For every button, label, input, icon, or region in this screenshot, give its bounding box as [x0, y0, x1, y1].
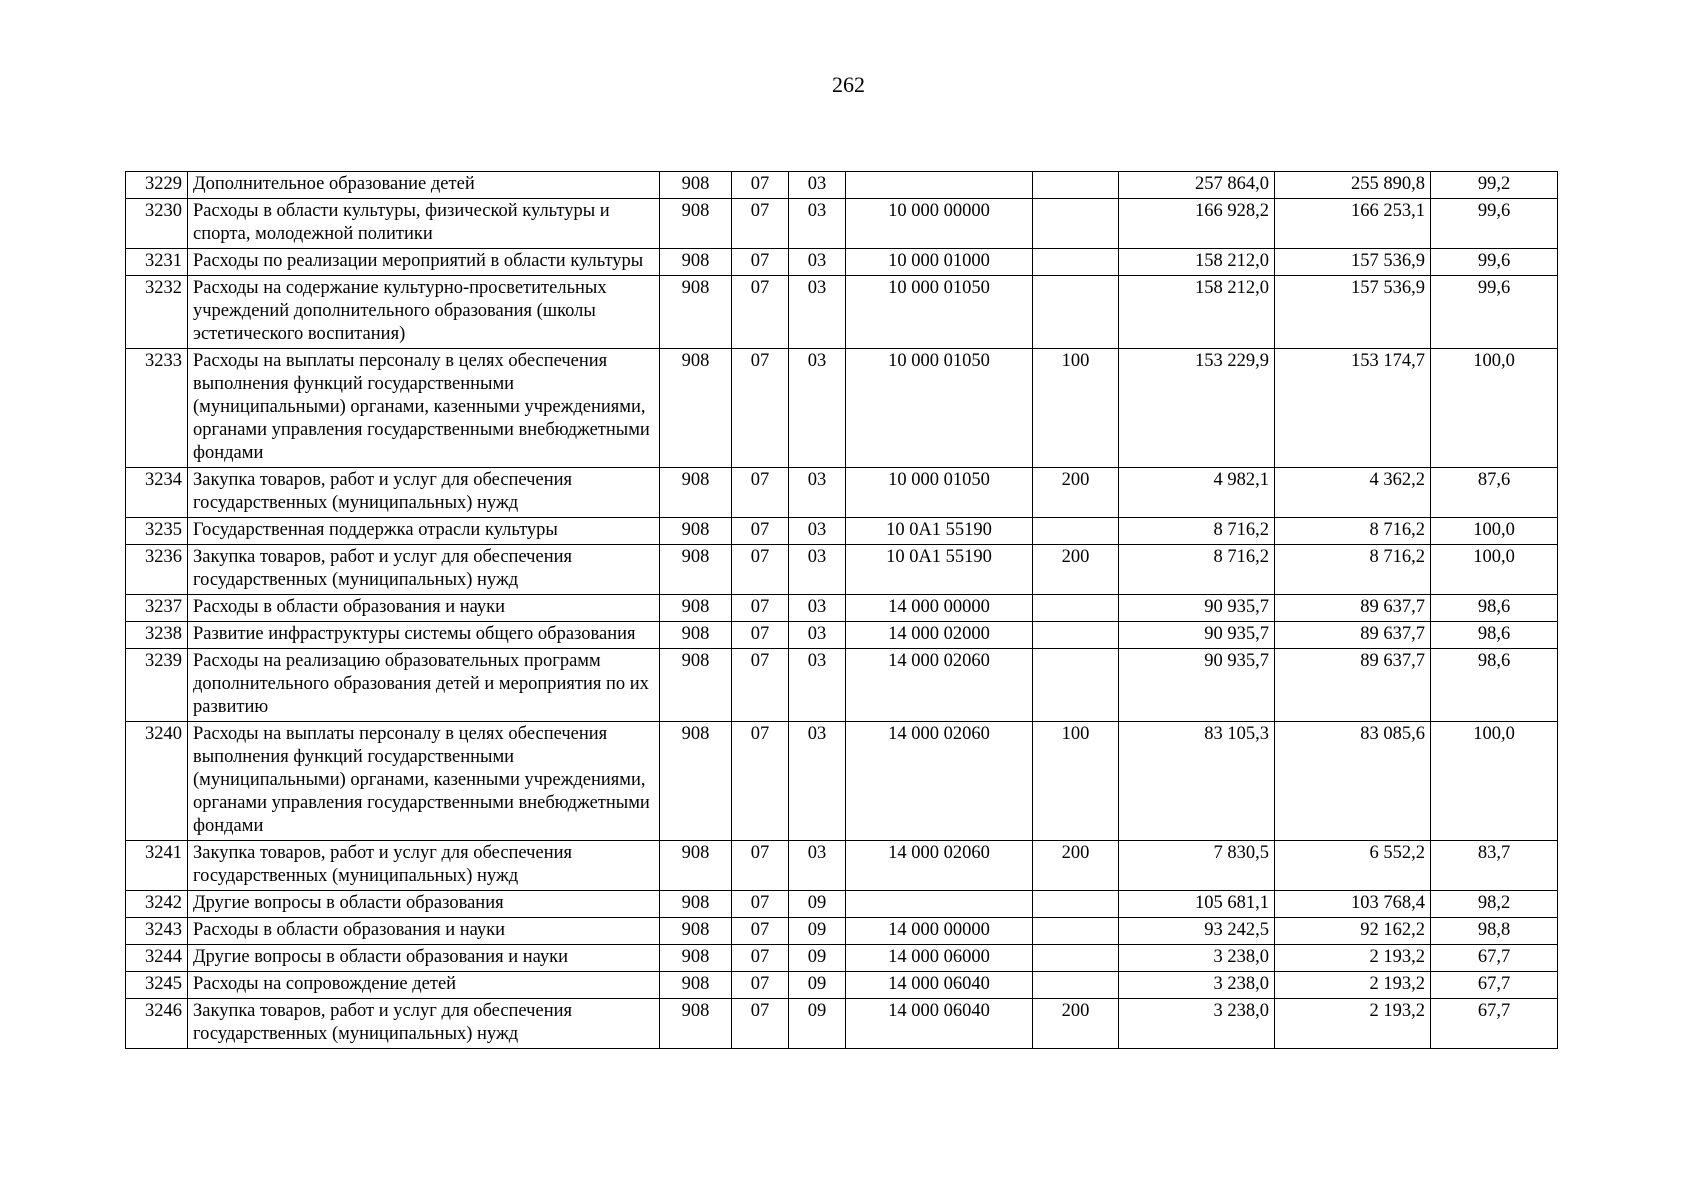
execution-percent: 67,7 — [1431, 999, 1558, 1049]
execution-percent: 87,6 — [1431, 468, 1558, 518]
row-number: 3236 — [126, 545, 188, 595]
expense-type-code — [1033, 172, 1119, 199]
section-code: 07 — [732, 249, 789, 276]
expense-type-code — [1033, 595, 1119, 622]
execution-percent: 98,6 — [1431, 622, 1558, 649]
subsection-code: 03 — [789, 199, 846, 249]
expense-name: Расходы на выплаты персоналу в целях обеспечения выполнения функций государственными (муниципальными) органами, казенными учреждениями, органами управления государственными внебюджетными фондами — [188, 722, 660, 841]
expense-type-code — [1033, 276, 1119, 349]
section-code: 07 — [732, 999, 789, 1049]
section-code: 07 — [732, 649, 789, 722]
execution-percent: 98,8 — [1431, 918, 1558, 945]
subsection-code: 03 — [789, 545, 846, 595]
subsection-code: 03 — [789, 841, 846, 891]
expense-type-code: 200 — [1033, 468, 1119, 518]
actual-amount: 92 162,2 — [1275, 918, 1431, 945]
target-article-code: 10 000 01050 — [846, 468, 1033, 518]
department-code: 908 — [660, 841, 732, 891]
row-number: 3232 — [126, 276, 188, 349]
expense-type-code — [1033, 945, 1119, 972]
row-number: 3242 — [126, 891, 188, 918]
department-code: 908 — [660, 649, 732, 722]
section-code: 07 — [732, 722, 789, 841]
department-code: 908 — [660, 199, 732, 249]
department-code: 908 — [660, 518, 732, 545]
section-code: 07 — [732, 972, 789, 999]
expense-name: Расходы в области культуры, физической культуры и спорта, молодежной политики — [188, 199, 660, 249]
actual-amount: 6 552,2 — [1275, 841, 1431, 891]
planned-amount: 83 105,3 — [1119, 722, 1275, 841]
target-article-code: 10 0A1 55190 — [846, 518, 1033, 545]
target-article-code: 14 000 02000 — [846, 622, 1033, 649]
actual-amount: 2 193,2 — [1275, 999, 1431, 1049]
table-row — [126, 249, 1558, 276]
expense-type-code: 200 — [1033, 999, 1119, 1049]
section-code: 07 — [732, 918, 789, 945]
planned-amount: 4 982,1 — [1119, 468, 1275, 518]
expense-type-code — [1033, 249, 1119, 276]
execution-percent: 100,0 — [1431, 545, 1558, 595]
execution-percent: 100,0 — [1431, 349, 1558, 468]
expense-type-code: 100 — [1033, 349, 1119, 468]
section-code: 07 — [732, 622, 789, 649]
execution-percent: 99,6 — [1431, 199, 1558, 249]
actual-amount: 89 637,7 — [1275, 622, 1431, 649]
execution-percent: 98,6 — [1431, 649, 1558, 722]
expense-type-code: 200 — [1033, 841, 1119, 891]
actual-amount: 89 637,7 — [1275, 595, 1431, 622]
table-row — [126, 595, 1558, 622]
planned-amount: 153 229,9 — [1119, 349, 1275, 468]
actual-amount: 8 716,2 — [1275, 545, 1431, 595]
section-code: 07 — [732, 199, 789, 249]
subsection-code: 03 — [789, 518, 846, 545]
subsection-code: 03 — [789, 722, 846, 841]
table-body — [126, 172, 1558, 1049]
actual-amount: 89 637,7 — [1275, 649, 1431, 722]
target-article-code: 10 000 00000 — [846, 199, 1033, 249]
page-number: 262 — [832, 72, 865, 97]
table-row — [126, 622, 1558, 649]
section-code: 07 — [732, 276, 789, 349]
section-code: 07 — [732, 468, 789, 518]
planned-amount: 3 238,0 — [1119, 999, 1275, 1049]
target-article-code: 14 000 02060 — [846, 649, 1033, 722]
expense-name: Расходы на содержание культурно-просветительных учреждений дополнительного образования (школы эстетического воспитания) — [188, 276, 660, 349]
section-code: 07 — [732, 891, 789, 918]
planned-amount: 3 238,0 — [1119, 972, 1275, 999]
table-row — [126, 918, 1558, 945]
expense-type-code — [1033, 891, 1119, 918]
planned-amount: 158 212,0 — [1119, 249, 1275, 276]
expense-type-code — [1033, 622, 1119, 649]
row-number: 3239 — [126, 649, 188, 722]
subsection-code: 09 — [789, 891, 846, 918]
section-code: 07 — [732, 518, 789, 545]
planned-amount: 90 935,7 — [1119, 622, 1275, 649]
execution-percent: 99,6 — [1431, 249, 1558, 276]
table-row — [126, 722, 1558, 841]
target-article-code: 14 000 02060 — [846, 722, 1033, 841]
section-code: 07 — [732, 595, 789, 622]
table-row — [126, 468, 1558, 518]
planned-amount: 257 864,0 — [1119, 172, 1275, 199]
target-article-code: 14 000 00000 — [846, 918, 1033, 945]
expense-name: Расходы на реализацию образовательных программ дополнительного образования детей и мероприятия по их развитию — [188, 649, 660, 722]
expense-type-code — [1033, 199, 1119, 249]
planned-amount: 8 716,2 — [1119, 545, 1275, 595]
department-code: 908 — [660, 999, 732, 1049]
target-article-code: 10 000 01050 — [846, 276, 1033, 349]
row-number: 3230 — [126, 199, 188, 249]
target-article-code — [846, 891, 1033, 918]
execution-percent: 100,0 — [1431, 722, 1558, 841]
execution-percent: 67,7 — [1431, 972, 1558, 999]
execution-percent: 98,6 — [1431, 595, 1558, 622]
planned-amount: 7 830,5 — [1119, 841, 1275, 891]
actual-amount: 2 193,2 — [1275, 945, 1431, 972]
subsection-code: 03 — [789, 468, 846, 518]
actual-amount: 4 362,2 — [1275, 468, 1431, 518]
target-article-code: 14 000 00000 — [846, 595, 1033, 622]
planned-amount: 8 716,2 — [1119, 518, 1275, 545]
department-code: 908 — [660, 722, 732, 841]
department-code: 908 — [660, 349, 732, 468]
subsection-code: 03 — [789, 649, 846, 722]
subsection-code: 09 — [789, 918, 846, 945]
target-article-code: 10 000 01050 — [846, 349, 1033, 468]
row-number: 3246 — [126, 999, 188, 1049]
department-code: 908 — [660, 172, 732, 199]
execution-percent: 83,7 — [1431, 841, 1558, 891]
expense-name: Другие вопросы в области образования и науки — [188, 945, 660, 972]
expense-name: Закупка товаров, работ и услуг для обеспечения государственных (муниципальных) нужд — [188, 841, 660, 891]
table-row — [126, 518, 1558, 545]
target-article-code: 10 000 01000 — [846, 249, 1033, 276]
expense-name: Закупка товаров, работ и услуг для обеспечения государственных (муниципальных) нужд — [188, 545, 660, 595]
actual-amount: 166 253,1 — [1275, 199, 1431, 249]
execution-percent: 98,2 — [1431, 891, 1558, 918]
department-code: 908 — [660, 918, 732, 945]
actual-amount: 103 768,4 — [1275, 891, 1431, 918]
expense-type-code — [1033, 649, 1119, 722]
table-row — [126, 649, 1558, 722]
table-row — [126, 891, 1558, 918]
department-code: 908 — [660, 891, 732, 918]
expense-name: Развитие инфраструктуры системы общего образования — [188, 622, 660, 649]
row-number: 3237 — [126, 595, 188, 622]
row-number: 3245 — [126, 972, 188, 999]
execution-percent: 99,6 — [1431, 276, 1558, 349]
planned-amount: 158 212,0 — [1119, 276, 1275, 349]
planned-amount: 105 681,1 — [1119, 891, 1275, 918]
actual-amount: 8 716,2 — [1275, 518, 1431, 545]
actual-amount: 157 536,9 — [1275, 249, 1431, 276]
table-row — [126, 945, 1558, 972]
subsection-code: 09 — [789, 999, 846, 1049]
actual-amount: 2 193,2 — [1275, 972, 1431, 999]
execution-percent: 100,0 — [1431, 518, 1558, 545]
planned-amount: 166 928,2 — [1119, 199, 1275, 249]
department-code: 908 — [660, 249, 732, 276]
section-code: 07 — [732, 545, 789, 595]
expense-name: Закупка товаров, работ и услуг для обеспечения государственных (муниципальных) нужд — [188, 468, 660, 518]
table-row — [126, 972, 1558, 999]
expense-name: Расходы по реализации мероприятий в области культуры — [188, 249, 660, 276]
planned-amount: 90 935,7 — [1119, 595, 1275, 622]
expense-type-code — [1033, 918, 1119, 945]
execution-percent: 67,7 — [1431, 945, 1558, 972]
row-number: 3231 — [126, 249, 188, 276]
actual-amount: 157 536,9 — [1275, 276, 1431, 349]
row-number: 3234 — [126, 468, 188, 518]
table-row — [126, 172, 1558, 199]
expense-type-code: 100 — [1033, 722, 1119, 841]
section-code: 07 — [732, 841, 789, 891]
row-number: 3229 — [126, 172, 188, 199]
planned-amount: 93 242,5 — [1119, 918, 1275, 945]
row-number: 3240 — [126, 722, 188, 841]
department-code: 908 — [660, 468, 732, 518]
planned-amount: 3 238,0 — [1119, 945, 1275, 972]
department-code: 908 — [660, 545, 732, 595]
subsection-code: 03 — [789, 276, 846, 349]
actual-amount: 255 890,8 — [1275, 172, 1431, 199]
expense-name: Расходы на выплаты персоналу в целях обеспечения выполнения функций государственными (муниципальными) органами, казенными учреждениями, органами управления государственными внебюджетными фондами — [188, 349, 660, 468]
department-code: 908 — [660, 622, 732, 649]
row-number: 3235 — [126, 518, 188, 545]
department-code: 908 — [660, 972, 732, 999]
target-article-code: 14 000 06040 — [846, 972, 1033, 999]
subsection-code: 09 — [789, 972, 846, 999]
execution-percent: 99,2 — [1431, 172, 1558, 199]
expense-name: Другие вопросы в области образования — [188, 891, 660, 918]
row-number: 3238 — [126, 622, 188, 649]
target-article-code: 10 0A1 55190 — [846, 545, 1033, 595]
expense-type-code: 200 — [1033, 545, 1119, 595]
row-number: 3244 — [126, 945, 188, 972]
section-code: 07 — [732, 349, 789, 468]
row-number: 3241 — [126, 841, 188, 891]
subsection-code: 03 — [789, 349, 846, 468]
planned-amount: 90 935,7 — [1119, 649, 1275, 722]
expense-name: Расходы в области образования и науки — [188, 595, 660, 622]
expense-name: Дополнительное образование детей — [188, 172, 660, 199]
expense-type-code — [1033, 972, 1119, 999]
expense-name: Закупка товаров, работ и услуг для обеспечения государственных (муниципальных) нужд — [188, 999, 660, 1049]
row-number: 3243 — [126, 918, 188, 945]
target-article-code: 14 000 06000 — [846, 945, 1033, 972]
actual-amount: 83 085,6 — [1275, 722, 1431, 841]
subsection-code: 09 — [789, 945, 846, 972]
section-code: 07 — [732, 172, 789, 199]
section-code: 07 — [732, 945, 789, 972]
expense-type-code — [1033, 518, 1119, 545]
expense-name: Государственная поддержка отрасли культуры — [188, 518, 660, 545]
table-row — [126, 199, 1558, 249]
table-row — [126, 545, 1558, 595]
department-code: 908 — [660, 945, 732, 972]
expense-name: Расходы в области образования и науки — [188, 918, 660, 945]
actual-amount: 153 174,7 — [1275, 349, 1431, 468]
department-code: 908 — [660, 595, 732, 622]
target-article-code: 14 000 06040 — [846, 999, 1033, 1049]
table-row — [126, 349, 1558, 468]
table-row — [126, 276, 1558, 349]
subsection-code: 03 — [789, 172, 846, 199]
subsection-code: 03 — [789, 622, 846, 649]
table-row — [126, 841, 1558, 891]
target-article-code: 14 000 02060 — [846, 841, 1033, 891]
target-article-code — [846, 172, 1033, 199]
budget-table — [125, 171, 1558, 1049]
table-row — [126, 999, 1558, 1049]
expense-name: Расходы на сопровождение детей — [188, 972, 660, 999]
row-number: 3233 — [126, 349, 188, 468]
subsection-code: 03 — [789, 595, 846, 622]
department-code: 908 — [660, 276, 732, 349]
subsection-code: 03 — [789, 249, 846, 276]
